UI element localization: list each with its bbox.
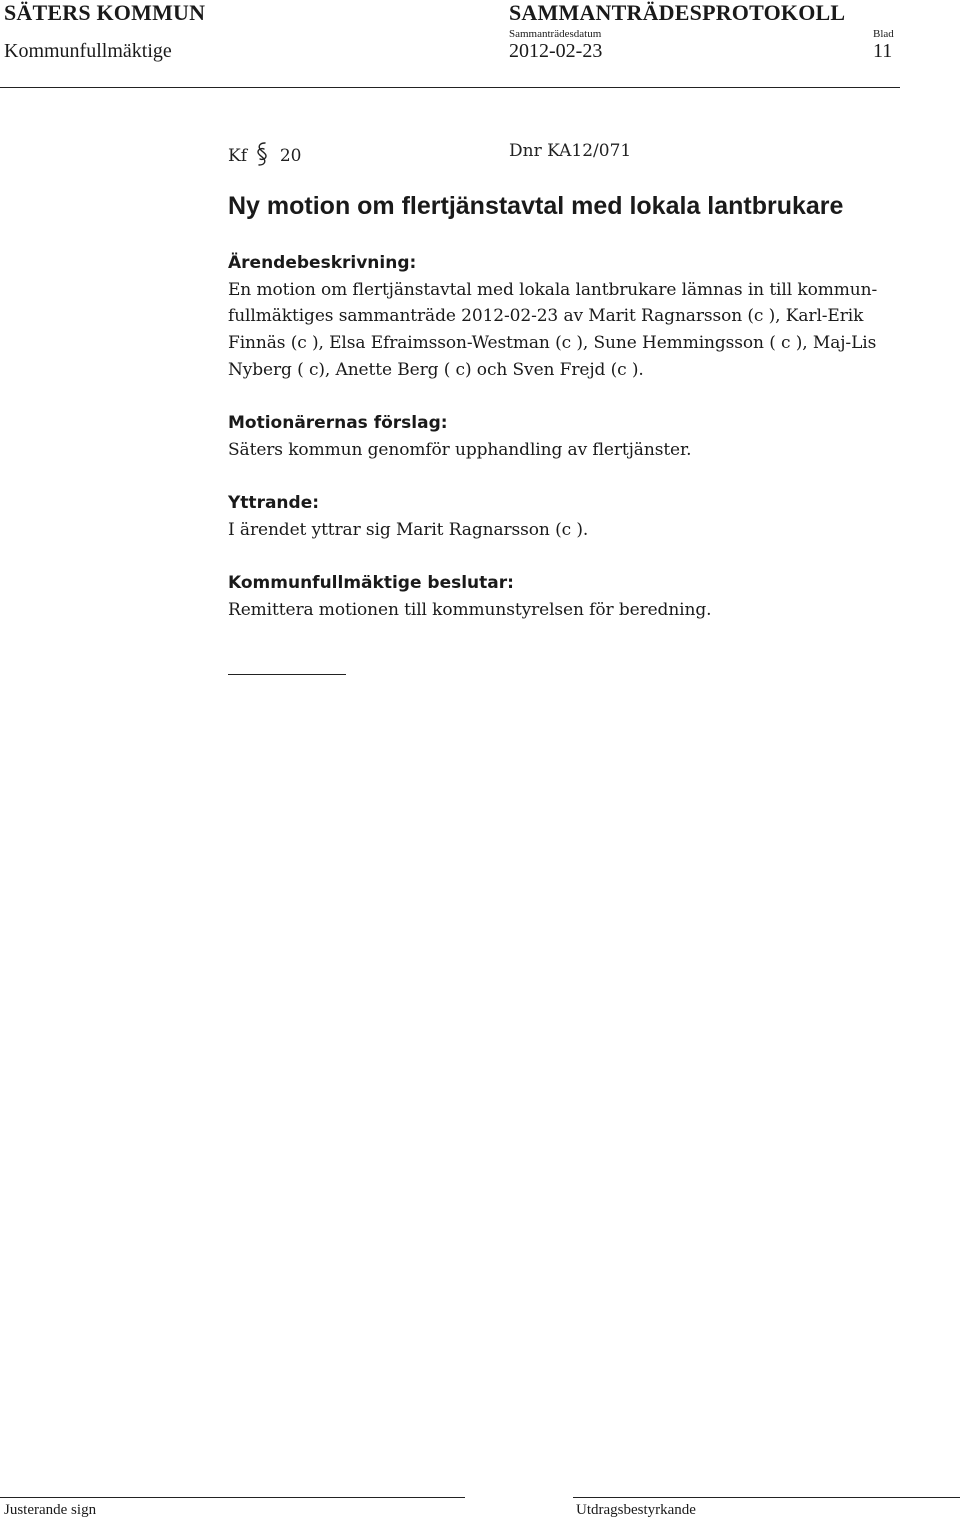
municipality-name: SÄTERS KOMMUN xyxy=(4,0,206,25)
footer-divider-left xyxy=(0,1497,465,1498)
document-type: SAMMANTRÄDESPROTOKOLL xyxy=(509,0,846,25)
paragraph-line: En motion om flertjänstavtal med lokala lantbrukare lämnas in till kommun- xyxy=(228,280,878,300)
case-dnr: Dnr KA12/071 xyxy=(509,141,632,161)
section-number: 20 xyxy=(279,146,302,166)
paragraph-line: Remittera motionen till kommunstyrelsen för beredning. xyxy=(228,600,712,620)
paragraph-line: Säters kommun genomför upphandling av flertjänster. xyxy=(228,440,692,460)
body-name: Kommunfullmäktige xyxy=(4,40,172,62)
section-sign-icon xyxy=(254,141,270,167)
meeting-date: 2012-02-23 xyxy=(509,40,603,62)
section-label-motionarernas-forslag: Motionärernas förslag: xyxy=(228,413,448,433)
page-title: Ny motion om flertjänstavtal med lokala lantbrukare xyxy=(228,192,844,220)
end-of-section-rule xyxy=(228,674,346,675)
page-number: 11 xyxy=(873,40,893,62)
section-label-beslutar: Kommunfullmäktige beslutar: xyxy=(228,573,514,593)
section-prefix: Kf xyxy=(228,146,247,166)
paragraph-line: fullmäktiges sammanträde 2012-02-23 av Marit Ragnarsson (c ), Karl-Erik xyxy=(228,306,864,326)
footer-attestation-label: Utdragsbestyrkande xyxy=(576,1502,696,1518)
section-label-arendebeskrivning: Ärendebeskrivning: xyxy=(228,253,417,273)
section-reference xyxy=(228,141,301,167)
page-label: Blad xyxy=(873,28,894,40)
section-label-yttrande: Yttrande: xyxy=(228,493,320,513)
date-label: Sammanträdesdatum xyxy=(509,28,602,40)
paragraph-line: I ärendet yttrar sig Marit Ragnarsson (c ). xyxy=(228,520,589,540)
paragraph-line: Nyberg ( c), Anette Berg ( c) och Sven Frejd (c ). xyxy=(228,360,644,380)
header-divider xyxy=(0,87,900,88)
footer-sign-label: Justerande sign xyxy=(4,1502,97,1518)
footer-divider-right xyxy=(573,1497,960,1498)
paragraph-line: Finnäs (c ), Elsa Efraimsson-Westman (c ), Sune Hemmingsson ( c ), Maj-Lis xyxy=(228,333,877,353)
